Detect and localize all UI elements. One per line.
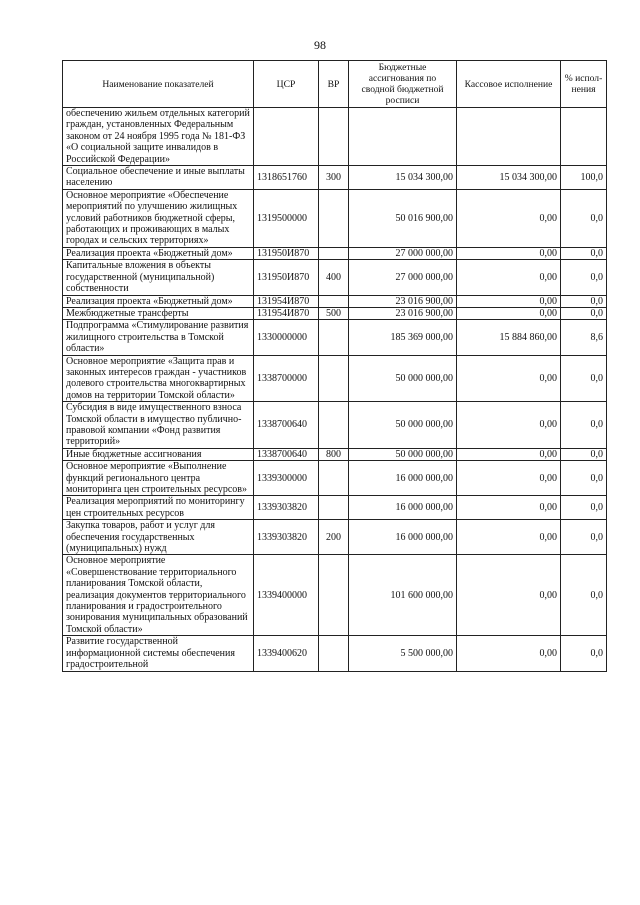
cell-name: Закупка товаров, работ и услуг для обеспечения государственных (муниципальных) нужд <box>63 520 254 555</box>
header-vr: ВР <box>319 61 349 108</box>
cell-pct: 100,0 <box>561 166 607 190</box>
table-row <box>63 555 607 636</box>
header-pct: % испол-нения <box>561 61 607 108</box>
cell-pct: 0,0 <box>561 307 607 319</box>
cell-budget: 101 600 000,00 <box>349 555 457 636</box>
cell-name: Иные бюджетные ассигнования <box>63 448 254 460</box>
cell-budget: 50 016 900,00 <box>349 189 457 247</box>
cell-pct: 0,0 <box>561 402 607 449</box>
cell-kassa: 0,00 <box>457 295 561 307</box>
cell-name: Капитальные вложения в объекты государственной (муниципальной) собственности <box>63 260 254 295</box>
cell-kassa: 0,00 <box>457 307 561 319</box>
cell-csr: 131950И870 <box>254 260 319 295</box>
cell-kassa: 0,00 <box>457 496 561 520</box>
cell-kassa: 0,00 <box>457 448 561 460</box>
table-row <box>63 355 607 402</box>
cell-vr <box>319 320 349 355</box>
cell-budget: 185 369 000,00 <box>349 320 457 355</box>
table-row <box>63 320 607 355</box>
cell-budget: 27 000 000,00 <box>349 247 457 259</box>
cell-csr: 1318651760 <box>254 166 319 190</box>
page-number: 98 <box>314 38 326 52</box>
cell-csr: 1338700000 <box>254 355 319 402</box>
cell-budget: 50 000 000,00 <box>349 355 457 402</box>
cell-pct: 0,0 <box>561 520 607 555</box>
cell-name: Подпрограмма «Стимулирование развития жилищного строительства в Томской области» <box>63 320 254 355</box>
table-row <box>63 189 607 247</box>
cell-vr <box>319 496 349 520</box>
table-body <box>63 108 607 672</box>
table-row <box>63 295 607 307</box>
cell-vr: 800 <box>319 448 349 460</box>
cell-kassa: 0,00 <box>457 555 561 636</box>
cell-budget: 50 000 000,00 <box>349 448 457 460</box>
cell-vr: 300 <box>319 166 349 190</box>
cell-kassa: 0,00 <box>457 461 561 496</box>
cell-csr: 1339303820 <box>254 520 319 555</box>
cell-vr <box>319 461 349 496</box>
cell-budget: 50 000 000,00 <box>349 402 457 449</box>
cell-pct: 0,0 <box>561 636 607 671</box>
cell-csr <box>254 108 319 166</box>
cell-name: Основное мероприятие «Обеспечение мероприятий по улучшению жилищных условий работников бюджетной сферы, работающих и проживающих в малых городах и сельских территориях» <box>63 189 254 247</box>
cell-name: Межбюджетные трансферты <box>63 307 254 319</box>
cell-kassa: 0,00 <box>457 260 561 295</box>
cell-vr <box>319 189 349 247</box>
cell-vr <box>319 108 349 166</box>
cell-csr: 1338700640 <box>254 402 319 449</box>
cell-vr <box>319 636 349 671</box>
cell-pct: 0,0 <box>561 448 607 460</box>
table-row <box>63 636 607 671</box>
cell-name: Основное мероприятие «Защита прав и законных интересов граждан - участников долевого строительства многоквартирных домов на территории Томской области» <box>63 355 254 402</box>
cell-vr <box>319 402 349 449</box>
cell-vr <box>319 247 349 259</box>
cell-vr: 400 <box>319 260 349 295</box>
table-row <box>63 247 607 259</box>
cell-pct: 0,0 <box>561 461 607 496</box>
cell-csr: 1339400620 <box>254 636 319 671</box>
cell-budget: 23 016 900,00 <box>349 295 457 307</box>
cell-budget: 27 000 000,00 <box>349 260 457 295</box>
cell-name: обеспечению жильем отдельных категорий граждан, установленных Федеральным законом от 24 ноября 1995 года № 181-ФЗ «О социальной защите инвалидов в Российской Федерации» <box>63 108 254 166</box>
cell-pct: 0,0 <box>561 295 607 307</box>
cell-name: Реализация мероприятий по мониторингу цен строительных ресурсов <box>63 496 254 520</box>
budget-table <box>62 60 607 672</box>
cell-budget: 23 016 900,00 <box>349 307 457 319</box>
cell-budget: 16 000 000,00 <box>349 520 457 555</box>
cell-kassa <box>457 108 561 166</box>
cell-budget: 16 000 000,00 <box>349 496 457 520</box>
cell-pct: 0,0 <box>561 555 607 636</box>
cell-csr: 1319500000 <box>254 189 319 247</box>
cell-csr: 1339303820 <box>254 496 319 520</box>
cell-kassa: 0,00 <box>457 520 561 555</box>
header-budget: Бюджетные ассигнования по сводной бюджетной росписи <box>349 61 457 108</box>
table-row <box>63 496 607 520</box>
cell-name: Развитие государственной информационной системы обеспечения градостроительной <box>63 636 254 671</box>
cell-budget: 5 500 000,00 <box>349 636 457 671</box>
cell-name: Субсидия в виде имущественного взноса Томской области в имущество публично-правовой компании «Фонд развития территорий» <box>63 402 254 449</box>
header-name: Наименование показателей <box>63 61 254 108</box>
cell-kassa: 0,00 <box>457 189 561 247</box>
header-row <box>63 61 607 108</box>
cell-pct: 0,0 <box>561 260 607 295</box>
cell-csr: 131950И870 <box>254 247 319 259</box>
cell-csr: 1339300000 <box>254 461 319 496</box>
table-row <box>63 461 607 496</box>
table-row <box>63 448 607 460</box>
cell-name: Основное мероприятие «Совершенствование территориального планирования Томской области, реализация документов территориального планирования и градостроительного зонирования муниципальных образований Томской области» <box>63 555 254 636</box>
cell-pct: 0,0 <box>561 496 607 520</box>
cell-kassa: 15 034 300,00 <box>457 166 561 190</box>
cell-name: Реализация проекта «Бюджетный дом» <box>63 247 254 259</box>
cell-vr <box>319 555 349 636</box>
cell-budget: 15 034 300,00 <box>349 166 457 190</box>
cell-csr: 1339400000 <box>254 555 319 636</box>
cell-pct: 0,0 <box>561 189 607 247</box>
table-row <box>63 307 607 319</box>
cell-kassa: 0,00 <box>457 402 561 449</box>
cell-kassa: 0,00 <box>457 247 561 259</box>
header-kassa: Кассовое исполнение <box>457 61 561 108</box>
table-row <box>63 108 607 166</box>
cell-csr: 131954И870 <box>254 295 319 307</box>
table-row <box>63 260 607 295</box>
table-row <box>63 520 607 555</box>
table-header <box>63 61 607 108</box>
header-csr: ЦСР <box>254 61 319 108</box>
cell-pct <box>561 108 607 166</box>
cell-csr: 131954И870 <box>254 307 319 319</box>
cell-vr: 500 <box>319 307 349 319</box>
cell-csr: 1330000000 <box>254 320 319 355</box>
table-row <box>63 402 607 449</box>
cell-vr: 200 <box>319 520 349 555</box>
cell-pct: 0,0 <box>561 355 607 402</box>
cell-kassa: 0,00 <box>457 355 561 402</box>
cell-name: Основное мероприятие «Выполнение функций регионального центра мониторинга цен строительных ресурсов» <box>63 461 254 496</box>
cell-name: Реализация проекта «Бюджетный дом» <box>63 295 254 307</box>
cell-vr <box>319 295 349 307</box>
table-row <box>63 166 607 190</box>
cell-pct: 0,0 <box>561 247 607 259</box>
cell-name: Социальное обеспечение и иные выплаты населению <box>63 166 254 190</box>
cell-vr <box>319 355 349 402</box>
cell-kassa: 15 884 860,00 <box>457 320 561 355</box>
cell-kassa: 0,00 <box>457 636 561 671</box>
cell-budget: 16 000 000,00 <box>349 461 457 496</box>
cell-csr: 1338700640 <box>254 448 319 460</box>
cell-pct: 8,6 <box>561 320 607 355</box>
cell-budget <box>349 108 457 166</box>
